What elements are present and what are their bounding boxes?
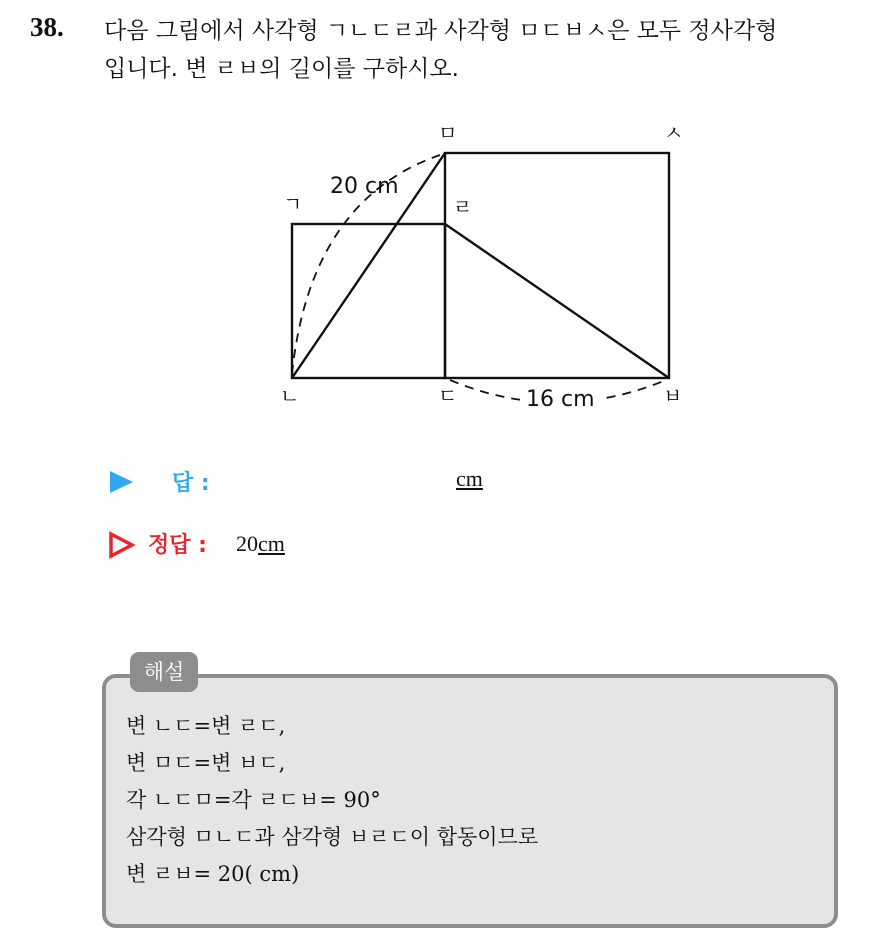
solution-line-4: 삼각형 ㅁㄴㄷ과 삼각형 ㅂㄹㄷ이 합동이므로 [126,825,539,849]
correct-answer-value [236,531,285,557]
vertex-label-d: ㄷ [438,384,458,408]
question-text-line-1: 다음 그림에서 사각형 ㄱㄴㄷㄹ과 사각형 ㅁㄷㅂㅅ은 모두 정사각형 [104,18,778,44]
vertex-label-m: ㅁ [438,121,458,145]
correct-answer-label: 정답 : [148,533,207,558]
solution-line-2: 변 ㅁㄷ=변 ㅂㄷ, [126,751,286,775]
solution-text [126,708,538,893]
correct-answer-number: 20 [236,531,258,556]
square-mdbs [445,153,669,378]
answer-unit: cm [456,466,483,491]
correct-answer-unit: cm [258,531,285,556]
answer-marker-icon [108,470,134,494]
square-gndr [292,224,445,378]
question-number: 38. [30,12,64,42]
segment-rb [445,224,669,378]
solution-line-5: 변 ㄹㅂ= 20( cm) [126,862,300,886]
answer-label: 답 : [172,471,210,496]
vertex-label-n: ㄴ [280,384,300,408]
answer-row [108,462,608,502]
vertex-label-r: ㄹ [453,195,473,219]
solution-line-3: 각 ㄴㄷㅁ=각 ㄹㄷㅂ= 90° [126,788,381,812]
question-text-line-2: 입니다. 변 ㄹㅂ의 길이를 구하시오. [104,56,459,82]
vertex-label-s: ㅅ [664,121,684,145]
vertex-label-b: ㅂ [663,384,683,408]
correct-marker-icon [108,531,136,559]
geometry-figure [0,0,884,440]
solution-line-1: 변 ㄴㄷ=변 ㄹㄷ, [126,714,286,738]
solution-tag: 해설 [130,652,198,692]
correct-answer-row [108,525,608,565]
measure-label-hyp: 20 cm [330,174,399,199]
vertex-label-g: ㄱ [283,192,303,216]
measure-label-base: 16 cm [526,387,595,412]
